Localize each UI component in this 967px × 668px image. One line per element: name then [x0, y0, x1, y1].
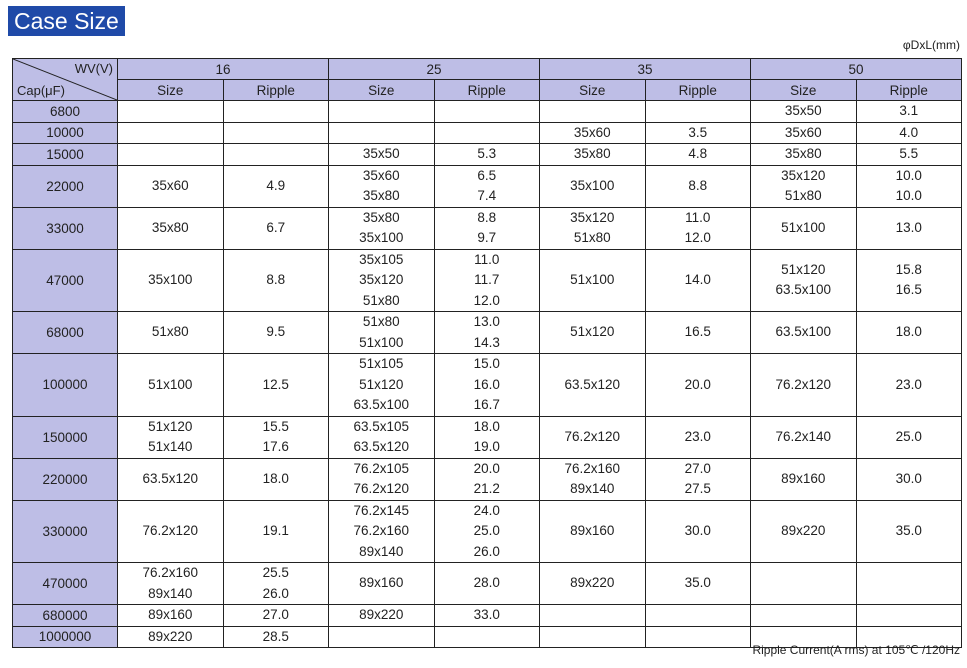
ripple-value: 16.5 — [895, 282, 922, 298]
size-value: 51x105 — [359, 356, 404, 371]
size-cell — [540, 144, 646, 166]
ripple-value: 3.1 — [899, 103, 919, 118]
ripple-value: 7.4 — [477, 188, 497, 203]
size-value: 89x220 — [781, 523, 826, 538]
ripple-header: Ripple — [856, 80, 962, 101]
size-value: 76.2x160 — [142, 565, 199, 580]
table-row — [13, 101, 962, 123]
size-cell — [540, 563, 646, 605]
size-value: 51x100 — [359, 334, 404, 350]
ripple-value: 27.5 — [684, 481, 711, 496]
table-row — [13, 312, 962, 354]
size-value: 35x80 — [362, 188, 400, 203]
ripple-value: 12.0 — [684, 230, 711, 245]
ripple-cell — [856, 458, 962, 500]
size-value: 51x80 — [784, 188, 822, 203]
ripple-value: 35.0 — [684, 575, 711, 591]
size-value: 63.5x120 — [142, 470, 199, 486]
ripple-value: 3.5 — [688, 124, 708, 140]
capacitance-cell: 470000 — [13, 563, 118, 605]
size-cell — [329, 605, 435, 627]
ripple-value: 35.0 — [895, 523, 922, 538]
ripple-value: 10.0 — [895, 188, 922, 203]
size-value: 35x50 — [784, 103, 822, 118]
ripple-cell — [434, 249, 540, 312]
size-value: 51x80 — [362, 314, 400, 329]
size-cell — [751, 249, 857, 312]
ripple-value: 16.7 — [473, 397, 500, 412]
size-value: 89x140 — [148, 585, 193, 601]
size-value: 63.5x100 — [775, 324, 832, 340]
size-value: 51x80 — [573, 230, 611, 245]
ripple-header: Ripple — [645, 80, 751, 101]
size-cell — [751, 101, 857, 123]
size-value: 76.2x120 — [142, 523, 199, 538]
table-row — [13, 458, 962, 500]
ripple-value: 19.0 — [473, 439, 500, 454]
size-value: 89x140 — [570, 481, 615, 496]
case-size-table — [12, 58, 962, 648]
size-cell — [751, 144, 857, 166]
ripple-value: 16.5 — [684, 324, 711, 340]
size-value: 35x80 — [573, 146, 611, 161]
size-value: 89x220 — [148, 628, 193, 644]
ripple-value: 12.0 — [473, 292, 500, 308]
ripple-cell — [434, 312, 540, 354]
ripple-cell — [223, 249, 329, 312]
ripple-value: 17.6 — [262, 439, 289, 454]
ripple-cell — [223, 500, 329, 563]
capacitance-cell: 47000 — [13, 249, 118, 312]
ripple-value: 8.8 — [477, 209, 497, 225]
ripple-cell — [434, 207, 540, 249]
size-value: 35x60 — [573, 124, 611, 140]
size-header: Size — [751, 80, 857, 101]
ripple-cell — [645, 101, 751, 123]
size-cell — [540, 165, 646, 207]
size-value: 89x160 — [359, 575, 404, 591]
ripple-value: 19.1 — [262, 523, 289, 538]
ripple-cell — [856, 165, 962, 207]
ripple-cell — [645, 563, 751, 605]
capacitance-cell: 1000000 — [13, 626, 118, 648]
ripple-cell — [434, 458, 540, 500]
ripple-cell — [856, 605, 962, 627]
size-cell — [329, 458, 435, 500]
ripple-cell — [434, 144, 540, 166]
ripple-cell — [223, 144, 329, 166]
ripple-value: 25.0 — [895, 428, 922, 444]
size-value: 63.5x100 — [353, 397, 410, 412]
size-cell — [329, 165, 435, 207]
table-row — [13, 122, 962, 144]
table-row — [13, 563, 962, 605]
voltage-header-35: 35 — [540, 59, 751, 80]
size-cell — [118, 500, 224, 563]
ripple-value: 8.8 — [266, 272, 286, 287]
ripple-cell — [223, 354, 329, 417]
unit-label: φDxL(mm) — [902, 38, 960, 52]
size-cell — [540, 101, 646, 123]
ripple-value: 18.0 — [473, 418, 500, 434]
size-value: 35x120 — [781, 167, 826, 183]
ripple-value: 28.5 — [262, 628, 289, 644]
ripple-value: 21.2 — [473, 481, 500, 496]
ripple-cell — [434, 165, 540, 207]
size-cell — [329, 101, 435, 123]
ripple-cell — [223, 122, 329, 144]
table-body — [13, 101, 962, 648]
ripple-value: 14.3 — [473, 334, 500, 350]
size-cell — [540, 626, 646, 648]
table-row — [13, 605, 962, 627]
size-cell — [329, 122, 435, 144]
size-cell — [329, 144, 435, 166]
size-cell — [751, 312, 857, 354]
ripple-value: 8.8 — [688, 177, 708, 193]
ripple-cell — [434, 563, 540, 605]
size-cell — [118, 605, 224, 627]
ripple-cell — [434, 122, 540, 144]
ripple-cell — [434, 605, 540, 627]
size-cell — [329, 416, 435, 458]
voltage-header-50: 50 — [751, 59, 962, 80]
size-cell — [751, 500, 857, 563]
ripple-value: 25.5 — [262, 565, 289, 580]
size-value: 76.2x160 — [564, 460, 621, 476]
ripple-value: 9.5 — [266, 324, 286, 340]
ripple-cell — [645, 312, 751, 354]
ripple-value: 14.0 — [684, 272, 711, 287]
ripple-cell — [856, 416, 962, 458]
ripple-value: 18.0 — [895, 324, 922, 340]
size-cell — [118, 563, 224, 605]
size-value: 51x100 — [148, 376, 193, 392]
ripple-cell — [645, 500, 751, 563]
ripple-value: 12.5 — [262, 376, 289, 392]
size-cell — [118, 101, 224, 123]
ripple-cell — [223, 312, 329, 354]
size-value: 51x140 — [148, 439, 193, 454]
size-value: 76.2x145 — [353, 502, 410, 518]
ripple-value: 5.3 — [477, 146, 497, 161]
capacitance-cell: 15000 — [13, 144, 118, 166]
size-cell — [329, 312, 435, 354]
table-row — [13, 165, 962, 207]
size-cell — [751, 605, 857, 627]
capacitance-cell: 150000 — [13, 416, 118, 458]
size-cell — [751, 354, 857, 417]
size-value: 51x120 — [359, 376, 404, 392]
ripple-value: 30.0 — [895, 470, 922, 486]
table-row — [13, 416, 962, 458]
ripple-value: 28.0 — [473, 575, 500, 591]
ripple-value: 20.0 — [684, 376, 711, 392]
ripple-value: 9.7 — [477, 230, 497, 245]
ripple-value: 4.8 — [688, 146, 708, 161]
ripple-cell — [645, 249, 751, 312]
size-value: 63.5x120 — [564, 376, 621, 392]
table-row — [13, 144, 962, 166]
ripple-cell — [856, 563, 962, 605]
ripple-value: 5.5 — [899, 146, 919, 161]
size-cell — [329, 354, 435, 417]
ripple-cell — [645, 354, 751, 417]
ripple-cell — [223, 626, 329, 648]
ripple-value: 30.0 — [684, 523, 711, 538]
size-value: 76.2x160 — [353, 523, 410, 538]
size-value: 76.2x120 — [353, 481, 410, 496]
corner-header — [13, 59, 118, 101]
capacitance-cell: 6800 — [13, 101, 118, 123]
ripple-cell — [223, 207, 329, 249]
ripple-value: 13.0 — [473, 314, 500, 329]
ripple-value: 25.0 — [473, 523, 500, 538]
size-value: 35x120 — [359, 272, 404, 287]
ripple-cell — [856, 144, 962, 166]
ripple-value: 6.5 — [477, 167, 497, 183]
size-cell — [118, 312, 224, 354]
ripple-cell — [223, 101, 329, 123]
ripple-value: 10.0 — [895, 167, 922, 183]
size-value: 89x160 — [781, 470, 826, 486]
size-value: 89x160 — [148, 607, 193, 622]
size-cell — [540, 207, 646, 249]
ripple-cell — [223, 563, 329, 605]
ripple-cell — [434, 354, 540, 417]
size-value: 76.2x120 — [564, 428, 621, 444]
ripple-cell — [645, 144, 751, 166]
size-cell — [329, 563, 435, 605]
ripple-value: 23.0 — [895, 376, 922, 392]
ripple-value: 16.0 — [473, 376, 500, 392]
wv-label: WV(V) — [74, 61, 113, 76]
ripple-cell — [645, 165, 751, 207]
ripple-value: 11.0 — [685, 209, 711, 225]
ripple-cell — [223, 416, 329, 458]
size-value: 35x120 — [570, 209, 615, 225]
table-row — [13, 249, 962, 312]
ripple-cell — [223, 605, 329, 627]
ripple-cell — [645, 626, 751, 648]
size-cell — [329, 249, 435, 312]
ripple-value: 15.0 — [473, 356, 500, 371]
size-value: 51x100 — [781, 219, 826, 235]
size-value: 35x105 — [359, 251, 404, 267]
size-cell — [540, 500, 646, 563]
footnote: Ripple Current(A rms) at 105℃ /120Hz — [752, 643, 960, 657]
size-value: 89x220 — [570, 575, 615, 591]
size-cell — [118, 626, 224, 648]
size-header: Size — [540, 80, 646, 101]
size-value: 76.2x120 — [775, 376, 832, 392]
size-cell — [540, 312, 646, 354]
size-cell — [118, 458, 224, 500]
ripple-cell — [856, 312, 962, 354]
size-cell — [118, 122, 224, 144]
size-cell — [751, 122, 857, 144]
size-value: 35x80 — [151, 219, 189, 235]
cap-label: Cap(μF) — [17, 83, 65, 98]
size-value: 63.5x120 — [353, 439, 410, 454]
size-cell — [540, 354, 646, 417]
ripple-cell — [645, 207, 751, 249]
size-value: 51x80 — [362, 292, 400, 308]
size-value: 35x60 — [151, 177, 189, 193]
ripple-value: 23.0 — [684, 428, 711, 444]
size-value: 51x120 — [781, 261, 826, 277]
size-cell — [118, 165, 224, 207]
size-value: 35x80 — [784, 146, 822, 161]
ripple-value: 26.0 — [262, 585, 289, 601]
size-cell — [118, 207, 224, 249]
size-cell — [751, 563, 857, 605]
ripple-value: 6.7 — [266, 219, 286, 235]
size-cell — [751, 416, 857, 458]
size-value: 35x50 — [362, 146, 400, 161]
ripple-value: 13.0 — [895, 219, 922, 235]
table-row — [13, 500, 962, 563]
size-value: 35x60 — [362, 167, 400, 183]
size-cell — [751, 207, 857, 249]
size-value: 35x100 — [570, 177, 615, 193]
voltage-header-16: 16 — [118, 59, 329, 80]
size-cell — [540, 249, 646, 312]
size-cell — [540, 122, 646, 144]
size-header: Size — [329, 80, 435, 101]
size-value: 89x160 — [570, 523, 615, 538]
size-cell — [751, 458, 857, 500]
size-value: 51x120 — [148, 418, 193, 434]
ripple-cell — [645, 122, 751, 144]
ripple-value: 27.0 — [684, 460, 711, 476]
ripple-value: 4.0 — [899, 124, 919, 140]
ripple-value: 33.0 — [473, 607, 500, 622]
capacitance-cell: 68000 — [13, 312, 118, 354]
size-cell — [329, 500, 435, 563]
size-value: 51x80 — [151, 324, 189, 340]
ripple-value: 15.5 — [262, 418, 289, 434]
size-value: 51x120 — [570, 324, 615, 340]
ripple-cell — [645, 458, 751, 500]
ripple-cell — [223, 165, 329, 207]
size-cell — [118, 416, 224, 458]
size-cell — [118, 354, 224, 417]
page-title: Case Size — [8, 6, 125, 36]
table-row — [13, 207, 962, 249]
ripple-cell — [856, 500, 962, 563]
capacitance-cell: 22000 — [13, 165, 118, 207]
ripple-cell — [856, 207, 962, 249]
size-value: 51x100 — [570, 272, 615, 287]
size-cell — [329, 626, 435, 648]
size-value: 89x140 — [359, 543, 404, 559]
ripple-cell — [434, 626, 540, 648]
ripple-value: 11.0 — [474, 251, 500, 267]
size-cell — [329, 207, 435, 249]
capacitance-cell: 680000 — [13, 605, 118, 627]
size-value: 35x100 — [148, 272, 193, 287]
voltage-header-25: 25 — [329, 59, 540, 80]
ripple-value: 11.7 — [474, 272, 500, 287]
ripple-cell — [223, 458, 329, 500]
table-row — [13, 354, 962, 417]
ripple-cell — [856, 101, 962, 123]
ripple-cell — [856, 354, 962, 417]
capacitance-cell: 330000 — [13, 500, 118, 563]
capacitance-cell: 10000 — [13, 122, 118, 144]
ripple-cell — [856, 249, 962, 312]
size-cell — [118, 249, 224, 312]
ripple-value: 20.0 — [473, 460, 500, 476]
ripple-value: 4.9 — [266, 177, 286, 193]
ripple-value: 26.0 — [473, 543, 500, 559]
ripple-cell — [645, 605, 751, 627]
size-value: 63.5x100 — [775, 282, 832, 298]
ripple-value: 18.0 — [262, 470, 289, 486]
ripple-cell — [434, 101, 540, 123]
capacitance-cell: 33000 — [13, 207, 118, 249]
ripple-value: 15.8 — [895, 261, 922, 277]
size-value: 35x60 — [784, 124, 822, 140]
size-value: 76.2x105 — [353, 460, 410, 476]
size-value: 63.5x105 — [353, 418, 410, 434]
size-value: 35x80 — [362, 209, 400, 225]
ripple-cell — [645, 416, 751, 458]
size-value: 35x100 — [359, 230, 404, 245]
size-cell — [540, 416, 646, 458]
size-cell — [540, 458, 646, 500]
size-cell — [751, 165, 857, 207]
size-value: 76.2x140 — [775, 428, 832, 444]
ripple-cell — [434, 500, 540, 563]
size-header: Size — [118, 80, 224, 101]
ripple-cell — [434, 416, 540, 458]
size-value: 89x220 — [359, 607, 404, 622]
ripple-header: Ripple — [223, 80, 329, 101]
ripple-cell — [856, 122, 962, 144]
ripple-value: 27.0 — [262, 607, 289, 622]
size-cell — [118, 144, 224, 166]
ripple-value: 24.0 — [473, 502, 500, 518]
ripple-header: Ripple — [434, 80, 540, 101]
size-cell — [540, 605, 646, 627]
capacitance-cell: 220000 — [13, 458, 118, 500]
capacitance-cell: 100000 — [13, 354, 118, 417]
